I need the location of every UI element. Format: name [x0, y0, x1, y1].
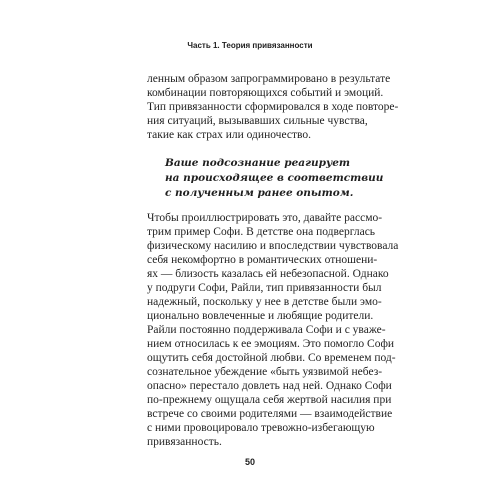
pull-quote-line: Ваше подсознание реагирует — [165, 157, 351, 169]
text-line: себя некомфортно в романтических отношени- — [147, 254, 378, 266]
text-line: ния ситуаций, вызывавших сильные чувства, — [147, 115, 368, 127]
text-line: ленным образом запрограммировано в результате — [147, 73, 391, 85]
text-line: Тип привязанности сформировался в ходе повторе- — [147, 101, 399, 113]
text-line: комбинации повторяющихся событий и эмоций. — [147, 87, 384, 99]
text-line: надежный, поскольку у нее в детстве были эмо- — [147, 296, 382, 308]
text-line: такие как страх или одиночество. — [147, 129, 311, 141]
text-line: с ними провоцировало тревожно-избегающую — [147, 422, 375, 434]
text-line: Чтобы проиллюстрировать это, давайте рассмо- — [147, 212, 383, 224]
running-header: Часть 1. Теория привязанности — [187, 41, 313, 50]
text-line: Райли постоянно поддерживала Софи и с уваже- — [147, 324, 386, 336]
text-line: физическому насилию и впоследствии чувствовала — [147, 240, 399, 252]
text-line: нием относилась к ее эмоциям. Это помогло Софи — [147, 338, 395, 350]
text-line: трим пример Софи. В детстве она подверглась — [147, 226, 376, 238]
text-line: ощутить себя достойной любви. Со временем под- — [147, 352, 396, 364]
text-line: ционально вовлеченные и любящие родители. — [147, 310, 374, 322]
text-line: привязанность. — [147, 436, 222, 448]
text-line: у подруги Софи, Райли, тип привязанности был — [147, 282, 382, 294]
text-line: опасно» перестало довлеть над ней. Однако Софи — [147, 380, 392, 392]
page-number: 50 — [244, 457, 255, 467]
text-line: сознательное убеждение «быть уязвимой небез- — [147, 366, 383, 378]
text-line: по-прежнему ощущала себя жертвой насилия при — [147, 394, 392, 406]
pull-quote-line: с полученным ранее опытом. — [165, 187, 354, 199]
text-line: ях — близость казалась ей небезопасной. Однако — [147, 268, 389, 280]
text-line: встрече со своими родителями — взаимодействие — [147, 408, 393, 420]
pull-quote-line: на происходящее в соответствии — [165, 172, 384, 184]
